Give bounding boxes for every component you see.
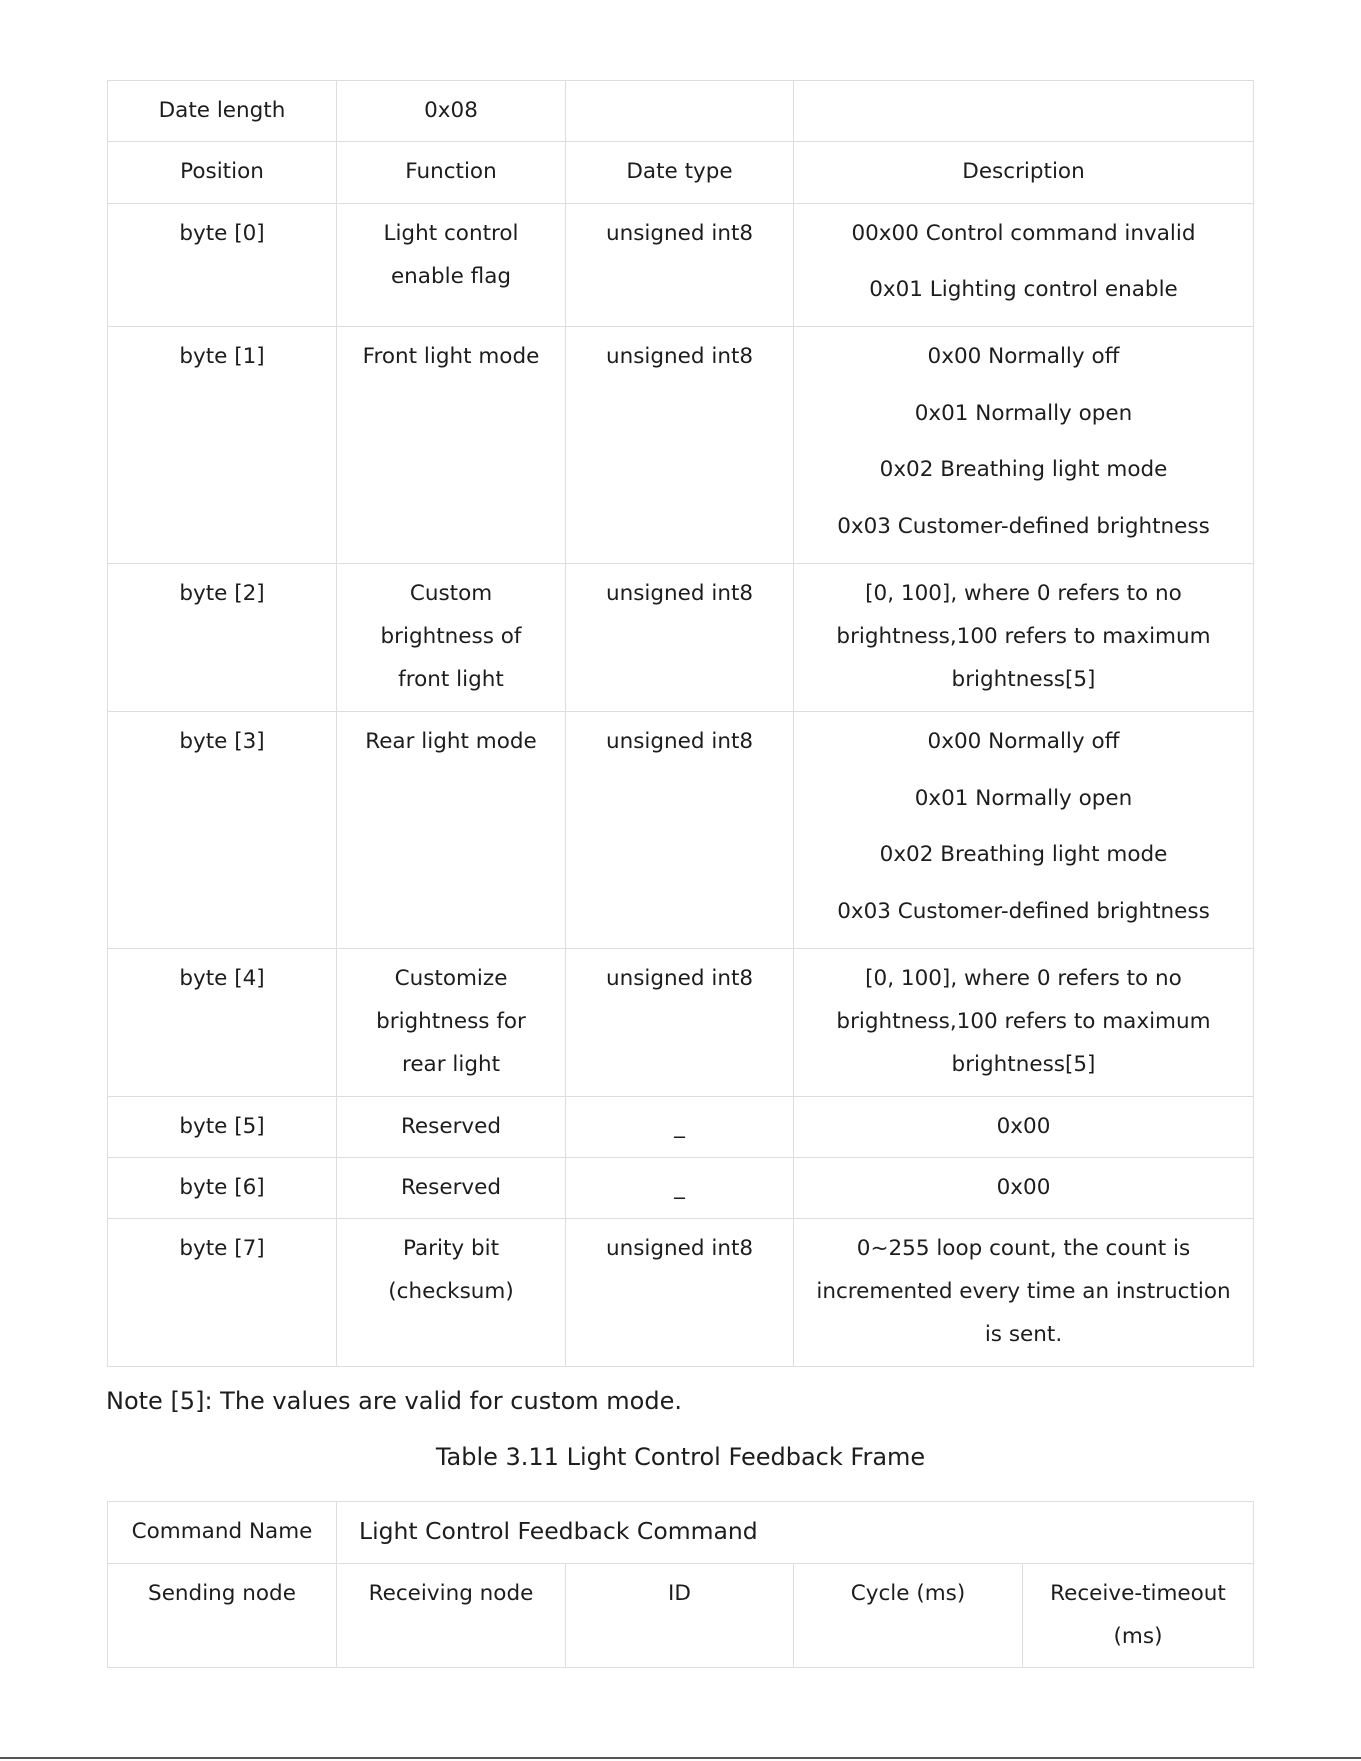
function-line: Parity bit <box>402 1236 500 1261</box>
type-cell: unsigned int8 <box>566 564 794 712</box>
type-cell: unsigned int8 <box>566 1219 794 1367</box>
description-line: 0x00 Normally off <box>927 729 1120 754</box>
description-line: 0x03 Customer-defined brightness <box>837 898 1210 924</box>
function-line: Custom <box>409 581 493 606</box>
description-line: 0x02 Breathing light mode <box>879 457 1168 482</box>
table-caption: Table 3.11 Light Control Feedback Frame <box>435 1443 926 1471</box>
function-line: front light <box>398 667 504 692</box>
table-row <box>108 204 1254 327</box>
header-position: Position <box>108 142 337 204</box>
position-cell: byte [3] <box>108 712 337 949</box>
description-line: 0x00 Normally off <box>927 344 1120 369</box>
position-cell: byte [1] <box>108 327 337 564</box>
header-receive-timeout: Receive-timeout (ms) <box>1023 1564 1254 1668</box>
function-cell: Front light mode <box>337 327 566 564</box>
description-cell <box>794 204 1254 327</box>
function-line: rear light <box>401 1052 501 1077</box>
function-cell: Reserved <box>337 1158 566 1219</box>
description-line: 0x01 Normally open <box>914 400 1133 426</box>
description-cell: 0x00 <box>794 1097 1254 1158</box>
type-cell: _ <box>566 1158 794 1219</box>
date-length-label: Date length <box>108 81 337 142</box>
type-cell: unsigned int8 <box>566 949 794 1097</box>
table-row <box>108 1097 1254 1158</box>
light-control-feedback-table <box>107 1501 1254 1668</box>
footnote: Note [5]: The values are valid for custom mode. <box>106 1387 682 1415</box>
date-length-value: 0x08 <box>337 81 566 142</box>
header-date-type: Date type <box>566 142 794 204</box>
description-line: brightness[5] <box>951 1052 1096 1077</box>
table-header-row <box>108 142 1254 204</box>
function-line: enable flag <box>390 264 512 289</box>
description-line: incremented every time an instruction <box>816 1279 1231 1304</box>
table-row <box>108 1502 1254 1564</box>
table-row <box>108 564 1254 712</box>
empty-cell <box>794 81 1254 142</box>
function-line: Customize <box>394 966 508 991</box>
description-line: 00x00 Control command invalid <box>851 221 1196 246</box>
description-line: 0~255 loop count, the count is <box>856 1236 1191 1261</box>
position-cell: byte [4] <box>108 949 337 1097</box>
description-line: is sent. <box>984 1322 1063 1347</box>
position-cell: byte [5] <box>108 1097 337 1158</box>
table-header-row <box>108 1564 1254 1668</box>
command-name-label: Command Name <box>108 1502 337 1564</box>
command-name-value: Light Control Feedback Command <box>337 1502 1254 1564</box>
function-cell <box>337 949 566 1097</box>
function-cell: Reserved <box>337 1097 566 1158</box>
description-line: 0x01 Lighting control enable <box>869 277 1178 302</box>
description-line: brightness,100 refers to maximum <box>836 1009 1211 1034</box>
type-cell: unsigned int8 <box>566 327 794 564</box>
description-cell <box>794 564 1254 712</box>
description-cell: 0x00 <box>794 1158 1254 1219</box>
description-cell <box>794 712 1254 949</box>
table-row <box>108 81 1254 142</box>
table-row <box>108 1219 1254 1367</box>
table-row <box>108 327 1254 564</box>
position-cell: byte [6] <box>108 1158 337 1219</box>
function-cell: Rear light mode <box>337 712 566 949</box>
function-line: Light control <box>383 221 519 246</box>
description-cell <box>794 1219 1254 1367</box>
position-cell: byte [7] <box>108 1219 337 1367</box>
header-cycle: Cycle (ms) <box>794 1564 1023 1668</box>
description-cell <box>794 949 1254 1097</box>
function-line: brightness for <box>376 1009 526 1034</box>
description-cell <box>794 327 1254 564</box>
position-cell: byte [0] <box>108 204 337 327</box>
table-row <box>108 1158 1254 1219</box>
header-receiving-node: Receiving node <box>337 1564 566 1668</box>
function-cell <box>337 564 566 712</box>
function-line: (checksum) <box>388 1279 514 1304</box>
function-cell <box>337 204 566 327</box>
type-cell: unsigned int8 <box>566 204 794 327</box>
description-line: 0x01 Normally open <box>914 785 1133 811</box>
table-row <box>108 949 1254 1097</box>
page-bottom-rule <box>0 1757 1361 1759</box>
header-description: Description <box>794 142 1254 204</box>
function-cell <box>337 1219 566 1367</box>
table-row <box>108 712 1254 949</box>
description-line: brightness[5] <box>951 667 1096 692</box>
header-function: Function <box>337 142 566 204</box>
description-line: brightness,100 refers to maximum <box>836 624 1211 649</box>
light-control-frame-table <box>107 80 1254 1367</box>
type-cell: unsigned int8 <box>566 712 794 949</box>
description-line: 0x02 Breathing light mode <box>879 842 1168 867</box>
type-cell: _ <box>566 1097 794 1158</box>
header-id: ID <box>566 1564 794 1668</box>
function-line: brightness of <box>380 624 522 649</box>
position-cell: byte [2] <box>108 564 337 712</box>
description-line: [0, 100], where 0 refers to no <box>865 581 1182 606</box>
description-line: [0, 100], where 0 refers to no <box>865 966 1182 991</box>
empty-cell <box>566 81 794 142</box>
description-line: 0x03 Customer-defined brightness <box>837 513 1210 539</box>
header-sending-node: Sending node <box>108 1564 337 1668</box>
